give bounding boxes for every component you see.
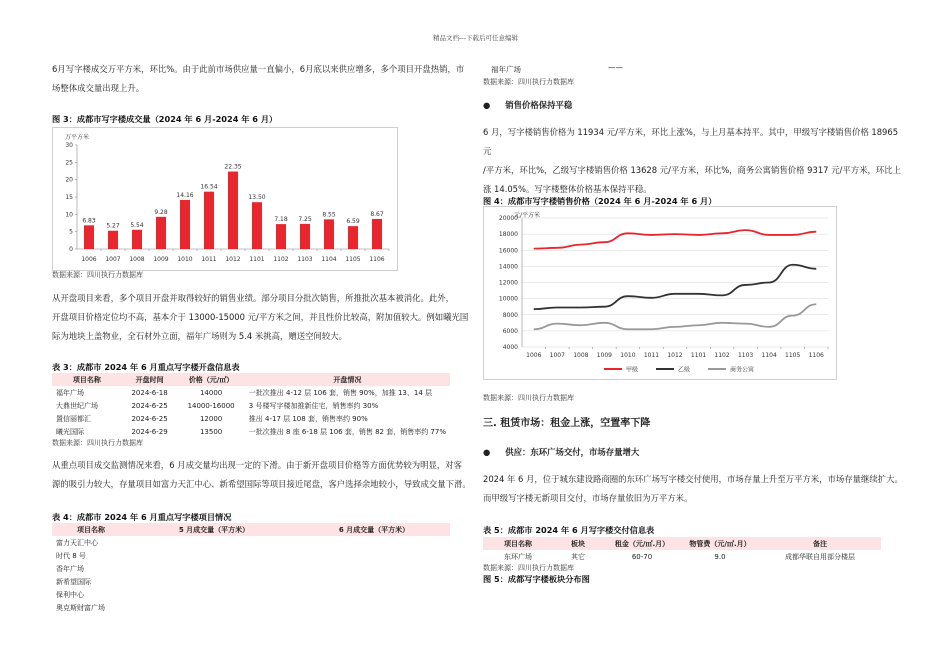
table-4-caption: 表 4：成都市 2024 年 6 月重点写字楼项目情况	[52, 512, 232, 522]
y-tick-label: 4000	[502, 344, 518, 351]
y-axis-unit-label: 元/平方米	[514, 212, 541, 219]
bullet-price: ● 销售价格保持平稳	[483, 100, 573, 110]
x-tick-label: 1010	[177, 256, 193, 263]
x-tick-label: 1012	[667, 352, 683, 359]
x-tick-label: 1102	[714, 352, 730, 359]
table-5	[483, 537, 881, 563]
bar	[132, 230, 142, 249]
y-tick-label: 14000	[498, 263, 518, 271]
top-item: 福年广场	[491, 65, 521, 74]
x-tick-label: 1106	[808, 352, 824, 359]
x-tick-label: 1009	[153, 256, 169, 263]
y-tick-label: 10000	[498, 295, 518, 303]
bar	[84, 225, 94, 249]
x-tick-label: 1102	[273, 256, 289, 263]
bar-value-label: 7.18	[274, 216, 288, 224]
table-5-header: 项目名称	[483, 537, 553, 550]
bar-value-label: 16.54	[200, 183, 218, 191]
table-3-source: 数据来源：四川执行力数据库	[52, 439, 143, 447]
bar-value-label: 6.59	[346, 218, 360, 226]
series-line-乙级	[534, 265, 816, 309]
series-line-甲级	[534, 230, 816, 249]
paragraph-4: 6 月，写字楼销售价格为 11934 元/平方米，环比上涨%，与上月基本持平。其中，甲级写字楼销售价格 18965 元 /平方米，环比%，乙级写字楼销售价格 13628 元/平方米，环比%，商务公寓销售价格 9317 元/平方米，环比上 涨 14.05%。写字楼整体价格基本保持平稳。	[483, 127, 901, 194]
paragraph-2: 从开盘项目来看，多个项目开盘并取得较好的销售业绩。部分项目分批次销售，所推批次基本被消化。此外， 开盘项目价格定位均不高，基本介于 13000-15000 元/平方米之间，并且性价比较高，附加值较大。例如曦光国 际为地块上盖物业，全石材外立面，福年广场则为 5.4 米挑高，赠送空间较大。	[52, 293, 469, 341]
bar	[204, 192, 214, 249]
table-row: 富力天汇中心	[56, 538, 98, 547]
table-4	[52, 523, 450, 614]
x-tick-label: 1105	[345, 256, 361, 263]
y-axis-unit-label: 万平方米	[65, 134, 90, 141]
paragraph-1: 6月写字楼成交万平方米，环比%。由于此前市场供应量一直偏小，6月底以来供应增多，多个项目开盘热销，市 场整体成交量出现上升。	[52, 64, 465, 93]
bar	[348, 226, 358, 249]
bar-value-label: 6.83	[82, 217, 96, 225]
bar	[228, 172, 238, 249]
table-row: 时代 8 号	[56, 551, 86, 560]
table-row: 奥克斯财富广场	[56, 603, 105, 612]
x-tick-label: 1011	[643, 352, 660, 359]
bar	[156, 217, 166, 249]
table-row: 香年广场	[56, 564, 84, 573]
y-tick-label: 6000	[502, 327, 518, 335]
bar	[276, 224, 286, 249]
table-row: 东环广场 其它 60-70 9.0 成都华联自用部分楼层	[504, 552, 855, 561]
x-tick-label: 1006	[526, 352, 542, 359]
figure-5-caption: 图 5：成都写字楼板块分布图	[483, 574, 590, 584]
x-tick-label: 1008	[129, 256, 145, 263]
legend-label: 商务公寓	[730, 366, 755, 374]
bar-value-label: 9.28	[154, 208, 168, 216]
y-tick-label: 12000	[498, 279, 518, 287]
table-row: 福年广场 2024-6-18 14000 一批次推出 4-12 层 106 套，销售 90%，加推 13、14 层	[56, 388, 432, 397]
bar	[180, 200, 190, 249]
table-3-caption: 表 3：成都市 2024 年 6 月重点写字楼开盘信息表	[52, 362, 240, 372]
x-tick-label: 1103	[297, 256, 313, 263]
x-tick-label: 1012	[225, 256, 241, 263]
paragraph-3: 从重点项目成交监测情况来看，6 月成交量均出现一定的下滑。由于新开盘项目价格等方面优势较为明显，对客 源的吸引力较大，存量项目如富力天汇中心、新希望国际等项目接近尾盘，客户选择余地较小，导致成交量下滑。	[52, 460, 471, 489]
x-tick-label: 1009	[596, 352, 613, 359]
bullet-supply: ● 供应：东环广场交付，市场存量增大	[483, 447, 640, 457]
page-header: 精品文档---下载后可任意编辑	[433, 34, 519, 42]
bar-value-label: 5.54	[130, 221, 144, 229]
x-tick-label: 1010	[620, 352, 636, 359]
bar	[252, 202, 262, 249]
table-5-source: 数据来源：四川执行力数据库	[483, 564, 574, 572]
bar-value-label: 7.25	[298, 215, 312, 223]
table-3-header: 项目名称	[52, 373, 122, 386]
y-tick-label: 20	[65, 176, 73, 184]
table-row: 保利中心	[56, 590, 84, 599]
table-5-header: 备注	[759, 537, 881, 550]
y-tick-label: 0	[69, 246, 73, 253]
bar	[108, 231, 118, 249]
x-tick-label: 1106	[369, 256, 385, 263]
x-tick-label: 1006	[81, 256, 97, 263]
y-tick-label: 18000	[498, 231, 518, 239]
section-3-heading: 三. 租赁市场：租金上涨，空置率下降	[483, 418, 651, 429]
x-tick-label: 1007	[549, 352, 565, 359]
x-tick-label: 1101	[690, 352, 707, 359]
table-5-caption: 表 5：成都市 2024 年 6 月写字楼交付信息表	[483, 525, 655, 535]
table-row: 大鼎世纪广场 2024-6-25 14000-16000 3 号楼写字楼加推新住宅，销售率约 30%	[56, 401, 379, 410]
x-tick-label: 1007	[105, 256, 121, 263]
x-tick-label: 1008	[573, 352, 589, 359]
paragraph-5: 2024 年 6 月，位于城东建设路商圈的东环广场写字楼交付使用，市场存量上升至万平方米，市场存量继续扩大。 而甲级写字楼无新项目交付，市场存量依旧为万平方米。	[483, 474, 903, 503]
volume-bar-chart-svg	[53, 128, 397, 270]
y-tick-label: 30	[65, 142, 73, 149]
top-source: 数据来源：四川执行力数据库	[483, 78, 574, 86]
bullet-dot-icon: ●	[483, 447, 491, 457]
bar-value-label: 14.16	[176, 191, 194, 199]
y-tick-label: 16000	[498, 247, 518, 255]
bar	[372, 219, 382, 249]
bar-value-label: 22.35	[224, 163, 242, 171]
price-line-chart-svg	[484, 207, 836, 379]
table-3-header: 开盘情况	[245, 373, 450, 386]
bar-value-label: 8.67	[370, 210, 384, 218]
table-3-header: 价格（元/㎡）	[177, 373, 244, 386]
y-tick-label: 5	[69, 228, 73, 236]
table-row: 置信丽都汇 2024-6-25 12000 推出 4-17 层 108 套，销售率约 90%	[56, 414, 368, 423]
y-tick-label: 25	[65, 159, 73, 167]
bar-value-label: 8.55	[322, 211, 336, 219]
bar-value-label: 13.50	[248, 194, 266, 202]
price-line-chart	[483, 206, 837, 380]
table-5-header: 租金（元/㎡.月）	[603, 537, 681, 550]
table-4-header: 5 月成交量（平方米）	[130, 523, 298, 536]
table-5-header: 板块	[553, 537, 603, 550]
x-tick-label: 1011	[201, 256, 217, 263]
table-row: 新希望国际	[56, 577, 91, 586]
table-3-header: 开盘时间	[122, 373, 178, 386]
figure-4-caption: 图 4：成都市写字楼销售价格（2024 年 6 月-2024 年 6 月）	[483, 196, 717, 206]
x-tick-label: 1101	[249, 256, 265, 263]
table-5-header: 物管费（元/㎡.月）	[681, 537, 759, 550]
x-tick-label: 1104	[321, 256, 337, 263]
table-4-header: 6 月成交量（平方米）	[298, 523, 450, 536]
figure-4-source: 数据来源：四川执行力数据库	[483, 394, 574, 402]
bar	[324, 219, 334, 249]
legend-label: 乙级	[678, 366, 691, 374]
bullet-dot-icon: ●	[483, 100, 491, 110]
figure-3-source: 数据来源：四川执行力数据库	[52, 271, 143, 279]
table-row: 曦光国际 2024-6-29 13500 一批次推出 8 座 6-18 层 106 套，销售 82 套，销售率约 77%	[56, 427, 446, 436]
y-tick-label: 15	[65, 194, 73, 201]
y-tick-label: 20000	[498, 215, 518, 222]
top-dash: ——	[608, 63, 623, 72]
legend-label: 甲级	[626, 366, 639, 374]
x-tick-label: 1105	[785, 352, 801, 359]
x-tick-label: 1103	[737, 352, 754, 359]
figure-3-caption: 图 3：成都市写字楼成交量（2024 年 6 月-2024 年 6 月）	[52, 114, 278, 124]
bar-value-label: 5.27	[106, 222, 120, 230]
volume-bar-chart	[52, 127, 398, 271]
x-tick-label: 1104	[761, 352, 777, 359]
y-tick-label: 8000	[502, 311, 518, 319]
table-3	[52, 373, 450, 438]
y-tick-label: 10	[65, 211, 73, 219]
table-4-header: 项目名称	[52, 523, 130, 536]
bar	[300, 224, 310, 249]
